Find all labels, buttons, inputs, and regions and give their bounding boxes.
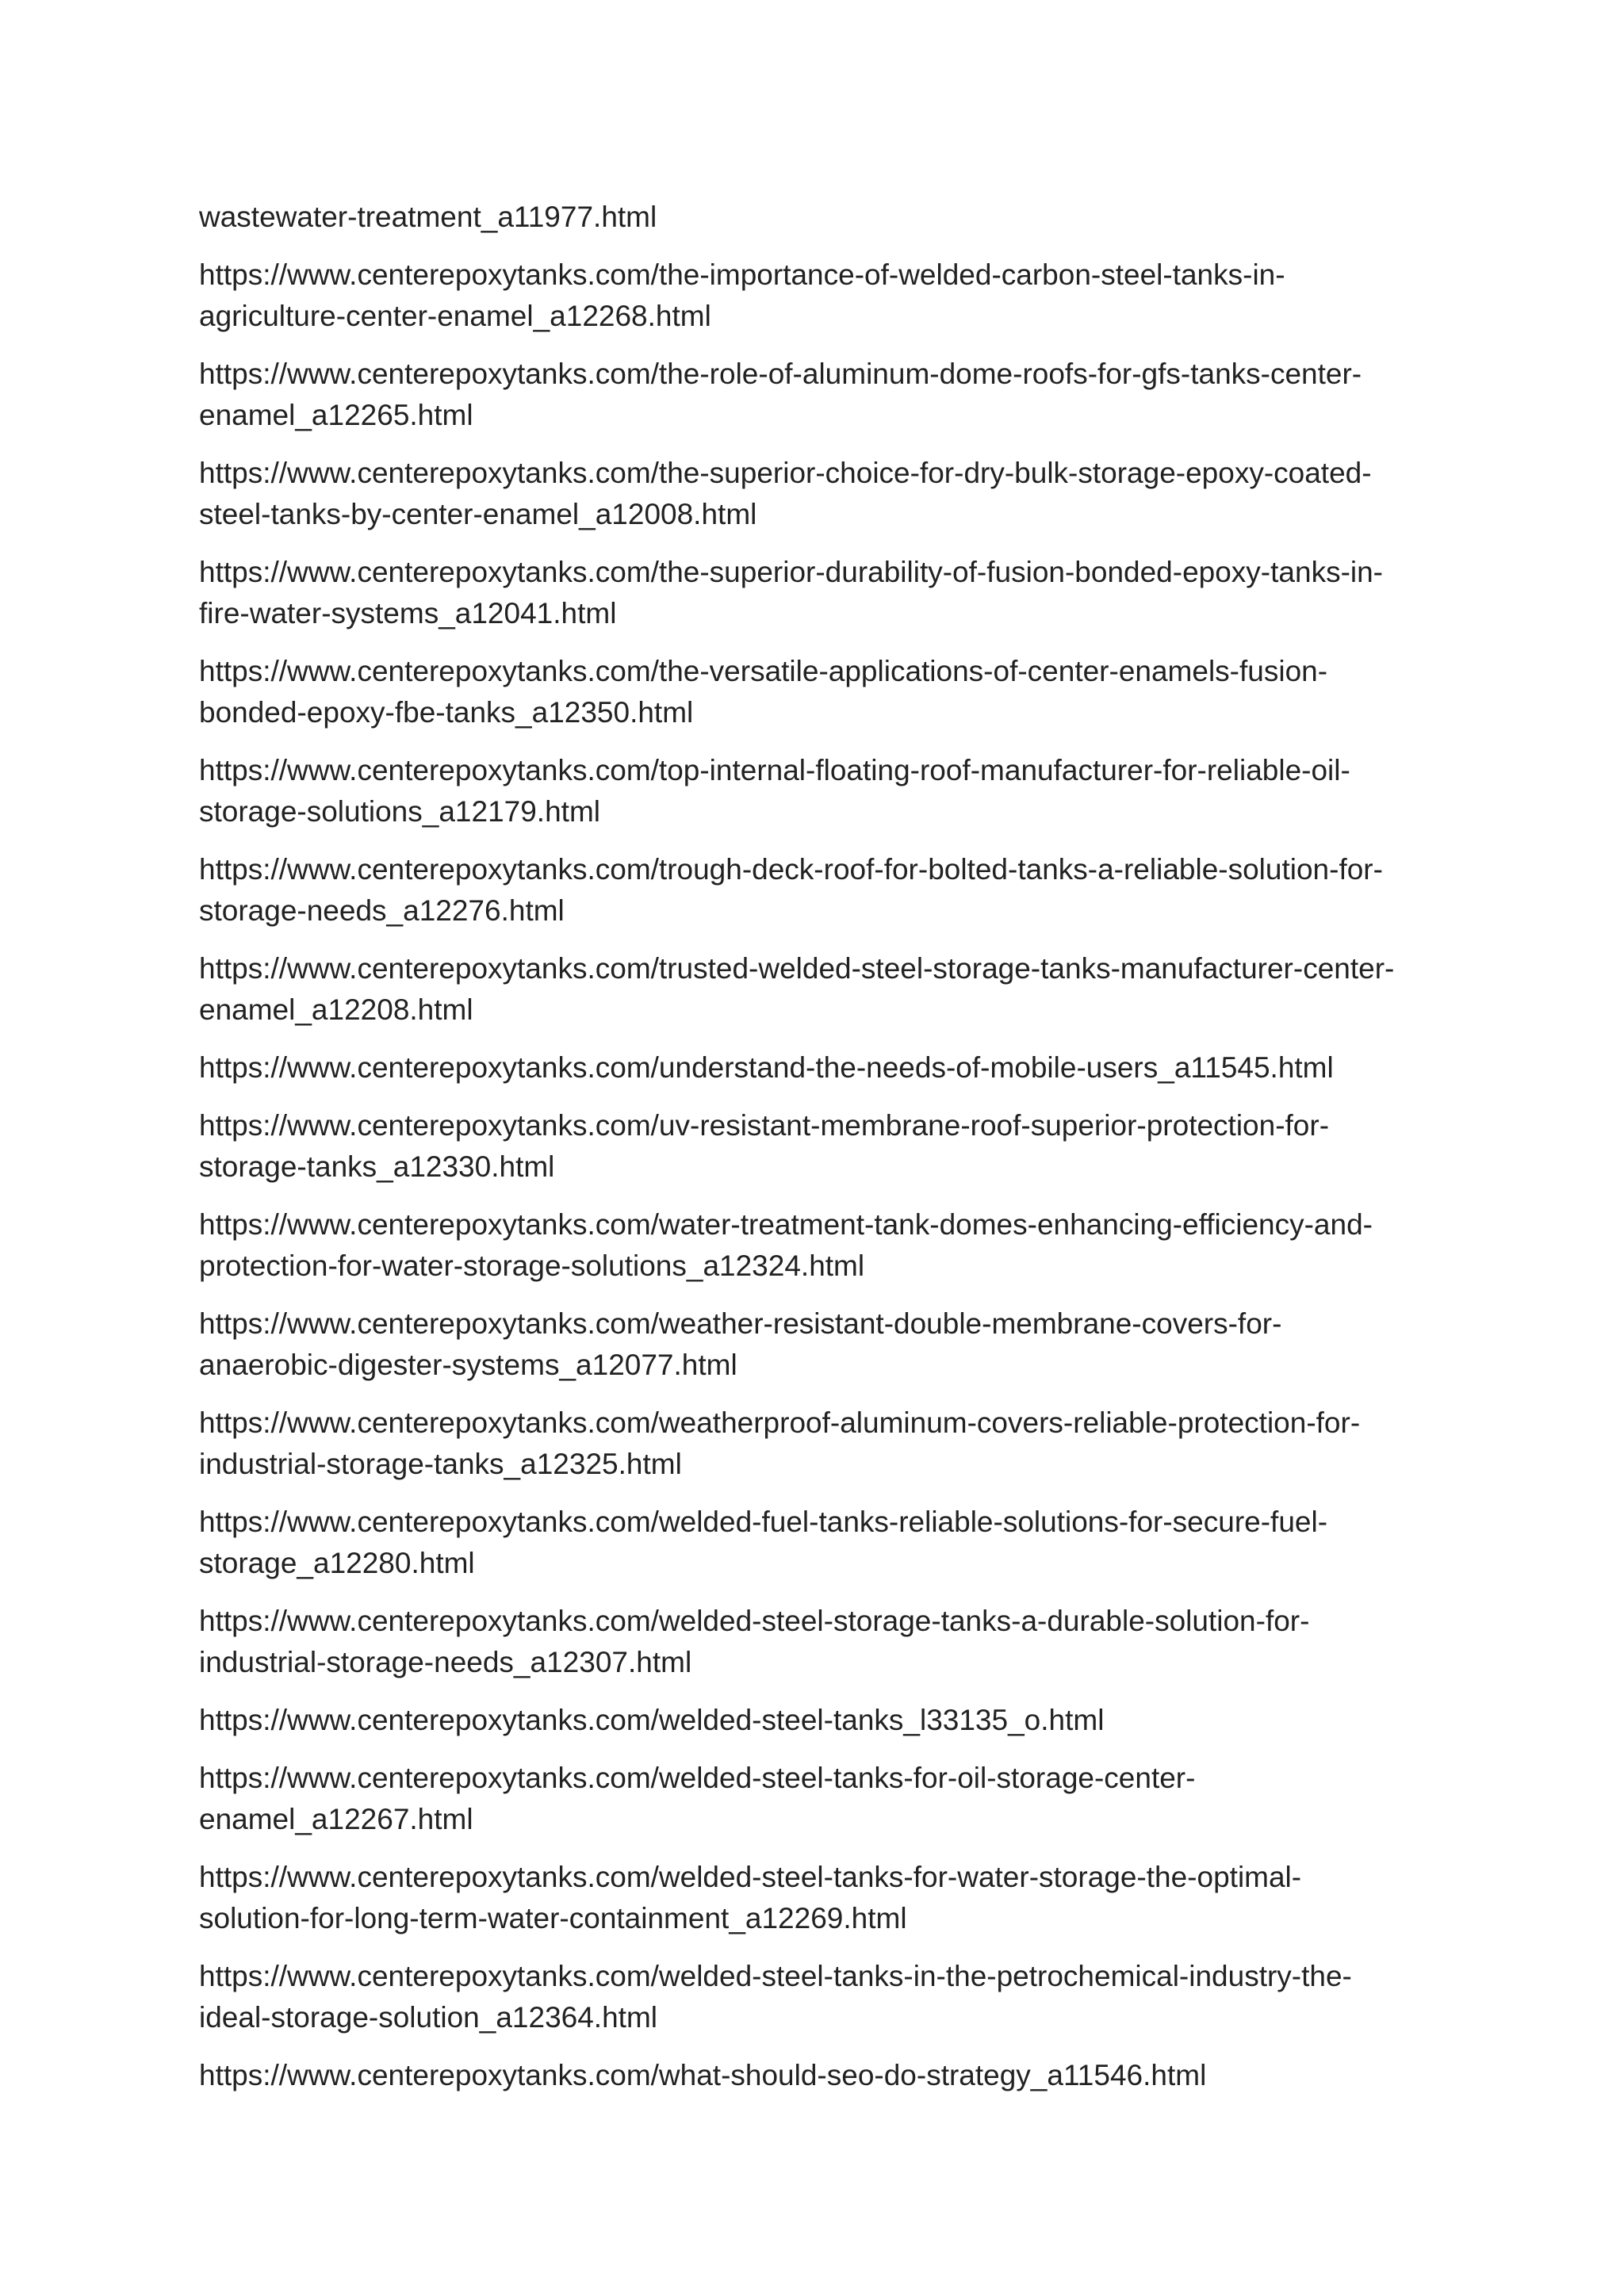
url-list bbox=[199, 197, 1452, 2113]
url-text-line: storage-needs_a12276.html bbox=[199, 894, 565, 927]
url-text-line: https://www.centerepoxytanks.com/trough-deck-roof-for-bolted-tanks-a-reliable-solution-for- bbox=[199, 853, 1383, 886]
url-link-item[interactable] bbox=[199, 948, 1452, 1031]
url-text-line: https://www.centerepoxytanks.com/the-superior-choice-for-dry-bulk-storage-epoxy-coated- bbox=[199, 457, 1372, 489]
url-text-line: industrial-storage-tanks_a12325.html bbox=[199, 1448, 682, 1480]
url-link-item[interactable] bbox=[199, 1502, 1452, 1584]
url-link-item[interactable] bbox=[199, 1303, 1452, 1386]
url-text-line: protection-for-water-storage-solutions_a12324.html bbox=[199, 1249, 865, 1282]
url-text-line: https://www.centerepoxytanks.com/what-should-seo-do-strategy_a11546.html bbox=[199, 2059, 1207, 2091]
url-text-line: agriculture-center-enamel_a12268.html bbox=[199, 300, 711, 332]
url-text-line: wastewater-treatment_a11977.html bbox=[199, 201, 657, 233]
url-text-line: enamel_a12208.html bbox=[199, 993, 473, 1026]
url-link-item[interactable] bbox=[199, 1956, 1452, 2038]
url-link-item[interactable] bbox=[199, 1047, 1452, 1089]
url-text-line: storage-solutions_a12179.html bbox=[199, 795, 600, 828]
url-text-line: https://www.centerepoxytanks.com/the-versatile-applications-of-center-enamels-fusion- bbox=[199, 655, 1328, 687]
url-text-line: https://www.centerepoxytanks.com/the-superior-durability-of-fusion-bonded-epoxy-tanks-in- bbox=[199, 556, 1384, 588]
url-text-line: industrial-storage-needs_a12307.html bbox=[199, 1646, 692, 1678]
url-text-line: https://www.centerepoxytanks.com/welded-fuel-tanks-reliable-solutions-for-secure-fuel- bbox=[199, 1506, 1328, 1538]
url-link-item[interactable] bbox=[199, 849, 1452, 932]
url-link-item[interactable] bbox=[199, 1857, 1452, 1939]
url-link-item[interactable] bbox=[199, 254, 1452, 337]
url-link-item[interactable] bbox=[199, 354, 1452, 436]
url-link-item[interactable] bbox=[199, 453, 1452, 535]
url-text-line: https://www.centerepoxytanks.com/welded-steel-storage-tanks-a-durable-solution-for- bbox=[199, 1605, 1310, 1637]
url-link-item[interactable] bbox=[199, 1105, 1452, 1188]
url-text-line: enamel_a12267.html bbox=[199, 1803, 473, 1835]
url-text-line: storage-tanks_a12330.html bbox=[199, 1150, 555, 1183]
url-link-item[interactable] bbox=[199, 552, 1452, 634]
url-text-line: https://www.centerepoxytanks.com/the-importance-of-welded-carbon-steel-tanks-in- bbox=[199, 258, 1285, 291]
url-text-line: fire-water-systems_a12041.html bbox=[199, 597, 617, 629]
url-text-line: enamel_a12265.html bbox=[199, 399, 473, 431]
url-text-line: https://www.centerepoxytanks.com/uv-resistant-membrane-roof-superior-protection-for- bbox=[199, 1109, 1330, 1142]
url-link-item[interactable] bbox=[199, 197, 1452, 238]
url-link-item[interactable] bbox=[199, 1204, 1452, 1287]
url-text-line: https://www.centerepoxytanks.com/top-internal-floating-roof-manufacturer-for-reliable-oil- bbox=[199, 754, 1350, 786]
url-text-line: bonded-epoxy-fbe-tanks_a12350.html bbox=[199, 696, 694, 729]
url-link-item[interactable] bbox=[199, 1601, 1452, 1683]
url-text-line: solution-for-long-term-water-containment_a12269.html bbox=[199, 1902, 907, 1934]
url-link-item[interactable] bbox=[199, 1402, 1452, 1485]
url-text-line: https://www.centerepoxytanks.com/the-role-of-aluminum-dome-roofs-for-gfs-tanks-center- bbox=[199, 358, 1362, 390]
url-text-line: https://www.centerepoxytanks.com/welded-steel-tanks_l33135_o.html bbox=[199, 1704, 1105, 1736]
url-link-item[interactable] bbox=[199, 1758, 1452, 1840]
url-text-line: https://www.centerepoxytanks.com/understand-the-needs-of-mobile-users_a11545.html bbox=[199, 1051, 1334, 1084]
url-text-line: steel-tanks-by-center-enamel_a12008.html bbox=[199, 498, 757, 530]
url-link-item[interactable] bbox=[199, 1700, 1452, 1741]
url-text-line: https://www.centerepoxytanks.com/welded-steel-tanks-for-water-storage-the-optimal- bbox=[199, 1861, 1302, 1893]
url-text-line: https://www.centerepoxytanks.com/water-treatment-tank-domes-enhancing-efficiency-and- bbox=[199, 1208, 1373, 1241]
url-link-item[interactable] bbox=[199, 750, 1452, 832]
url-text-line: https://www.centerepoxytanks.com/welded-steel-tanks-in-the-petrochemical-industry-the- bbox=[199, 1960, 1352, 1992]
url-text-line: ideal-storage-solution_a12364.html bbox=[199, 2001, 657, 2034]
url-link-item[interactable] bbox=[199, 2055, 1452, 2096]
url-text-line: https://www.centerepoxytanks.com/trusted-welded-steel-storage-tanks-manufacturer-center- bbox=[199, 952, 1395, 985]
url-link-item[interactable] bbox=[199, 651, 1452, 733]
url-text-line: https://www.centerepoxytanks.com/welded-steel-tanks-for-oil-storage-center- bbox=[199, 1762, 1196, 1794]
url-text-line: anaerobic-digester-systems_a12077.html bbox=[199, 1349, 737, 1381]
url-text-line: https://www.centerepoxytanks.com/weatherproof-aluminum-covers-reliable-protection-for- bbox=[199, 1406, 1361, 1439]
url-text-line: storage_a12280.html bbox=[199, 1547, 475, 1579]
url-text-line: https://www.centerepoxytanks.com/weather-resistant-double-membrane-covers-for- bbox=[199, 1307, 1282, 1340]
